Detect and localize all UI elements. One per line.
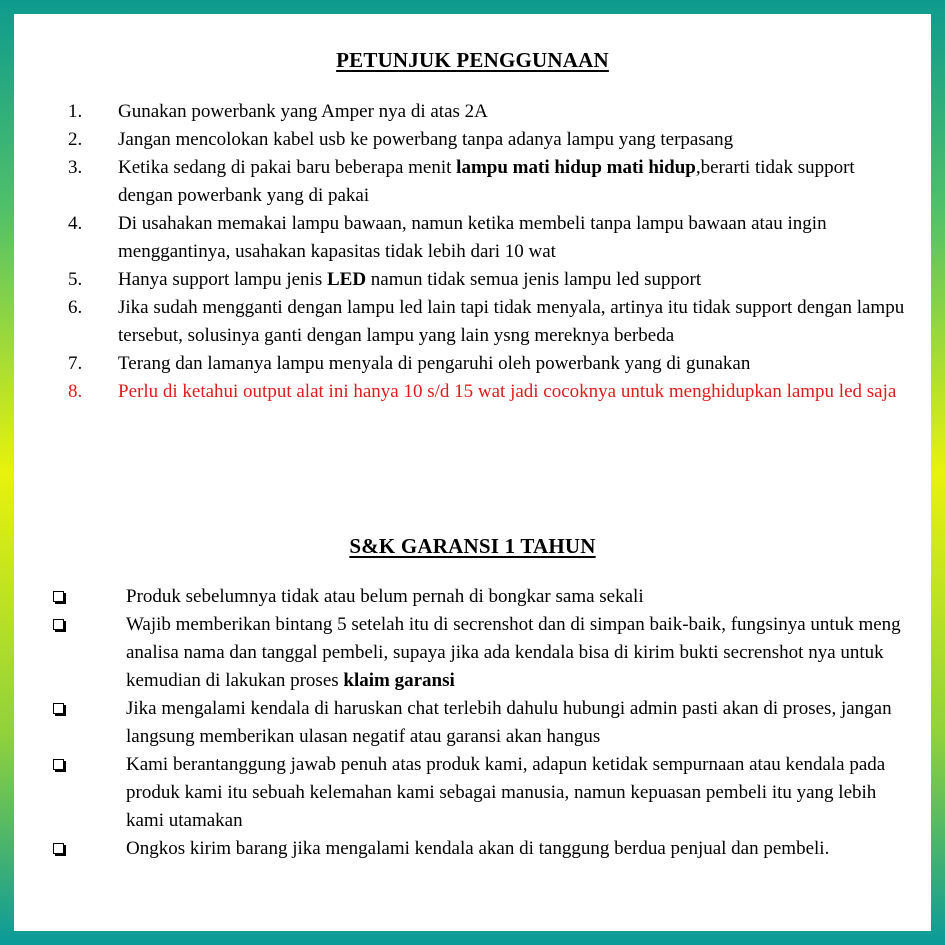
- document-page: [14, 14, 931, 931]
- item-text: Ketika sedang di pakai baru beberapa menit: [118, 157, 457, 178]
- checkbox-bullet-icon: [53, 843, 64, 854]
- item-text: Produk sebelumnya tidak atau belum pernah di bongkar sama sekali: [126, 586, 644, 607]
- usage-list: [14, 98, 909, 406]
- item-text: Jika mengalami kendala di haruskan chat terlebih dahulu hubungi admin pasti akan di proses, jangan langsung memberikan ulasan negatif atau garansi akan hangus: [126, 698, 892, 747]
- warranty-item: [14, 751, 911, 835]
- warranty-item: [14, 583, 911, 611]
- item-number: 1.: [68, 101, 83, 122]
- usage-title: PETUNJUK PENGGUNAAN: [336, 48, 609, 72]
- warranty-title: S&K GARANSI 1 TAHUN: [349, 534, 596, 558]
- item-text: Perlu di ketahui output alat ini hanya 10 s/d 15 wat jadi cocoknya untuk menghidupkan lampu led saja: [118, 381, 897, 402]
- usage-item: [14, 126, 909, 154]
- item-number: 8.: [68, 381, 83, 402]
- item-number: 3.: [68, 157, 83, 178]
- usage-item: [14, 154, 909, 210]
- bold-text: LED: [326, 269, 367, 290]
- item-text: Terang dan lamanya lampu menyala di pengaruhi oleh powerbank yang di gunakan: [118, 353, 751, 374]
- checkbox-bullet-icon: [53, 591, 64, 602]
- item-text: ,berarti tidak support dengan powerbank yang di pakai: [118, 157, 855, 206]
- item-number: 4.: [68, 213, 83, 234]
- item-number: 2.: [68, 129, 83, 150]
- item-text: Kami berantanggung jawab penuh atas produk kami, adapun ketidak sempurnaan atau kendala pada produk kami itu sebuah kelemahan kami sebagai manusia, namun kepuasan pembeli itu yang lebih kami utamakan: [126, 754, 886, 831]
- item-text: Di usahakan memakai lampu bawaan, namun ketika membeli tanpa lampu bawaan atau ingin menggantinya, usahakan kapasitas tidak lebih dari 10 wat: [118, 213, 827, 262]
- warranty-item: [14, 835, 911, 863]
- checkbox-bullet-icon: [53, 619, 64, 630]
- usage-item: [14, 378, 909, 406]
- item-text: Gunakan powerbank yang Amper nya di atas 2A: [118, 101, 488, 122]
- usage-item: [14, 210, 909, 266]
- item-text: Hanya support lampu jenis: [118, 269, 327, 290]
- bold-text: lampu mati hidup mati hidup: [456, 157, 696, 178]
- item-text: Wajib memberikan bintang 5 setelah itu di secrenshot dan di simpan baik-baik, fungsinya untuk meng analisa nama dan tanggal pembeli, supaya jika ada kendala bisa di kirim bukti secrenshot nya untuk kemudian di lakukan proses: [126, 614, 901, 691]
- checkbox-bullet-icon: [53, 759, 64, 770]
- warranty-list: [14, 583, 911, 863]
- item-number: 6.: [68, 297, 83, 318]
- usage-item: [14, 350, 909, 378]
- item-text: namun tidak semua jenis lampu led support: [366, 269, 702, 290]
- usage-item: [14, 266, 909, 294]
- usage-item: [14, 98, 909, 126]
- item-number: 5.: [68, 269, 83, 290]
- item-text: Jangan mencolokan kabel usb ke powerbang tanpa adanya lampu yang terpasang: [118, 129, 734, 150]
- usage-item: [14, 294, 909, 350]
- warranty-item: [14, 611, 911, 695]
- item-number: 7.: [68, 353, 83, 374]
- bold-text: klaim garansi: [343, 670, 455, 691]
- checkbox-bullet-icon: [53, 703, 64, 714]
- item-text: Jika sudah mengganti dengan lampu led lain tapi tidak menyala, artinya itu tidak support dengan lampu tersebut, solusinya ganti dengan lampu yang lain ysng mereknya berbeda: [118, 297, 905, 346]
- item-text: Ongkos kirim barang jika mengalami kendala akan di tanggung berdua penjual dan pembeli.: [126, 838, 830, 859]
- warranty-item: [14, 695, 911, 751]
